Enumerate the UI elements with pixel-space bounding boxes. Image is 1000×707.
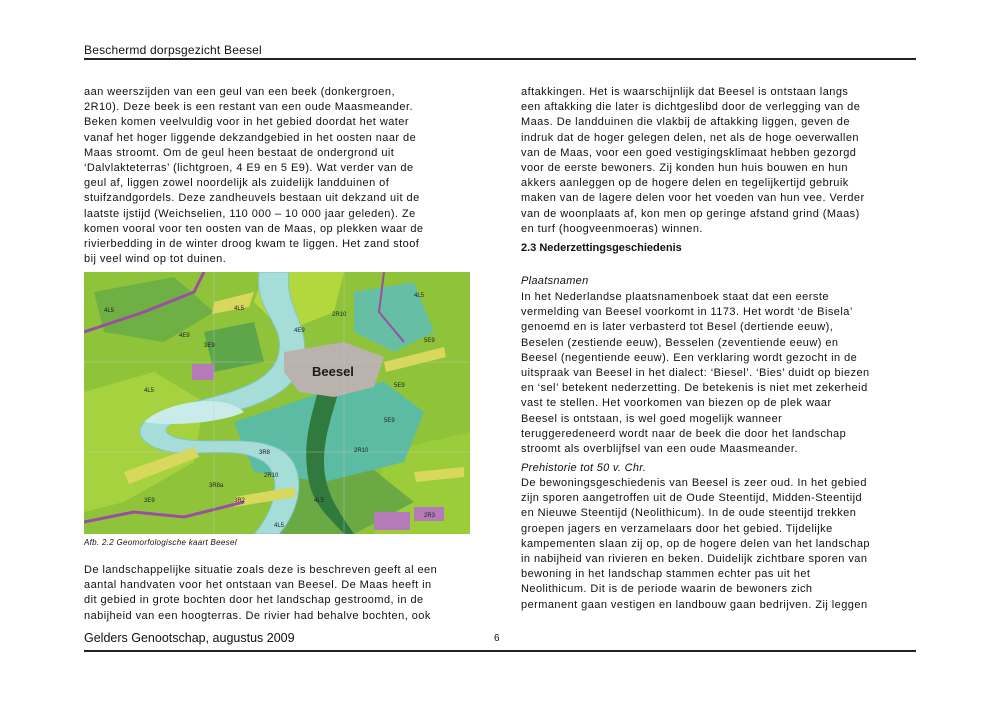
- svg-text:4E9: 4E9: [179, 333, 190, 339]
- subheading-plaatsnamen: Plaatsnamen: [521, 275, 589, 287]
- svg-text:3R8a: 3R8a: [209, 483, 224, 489]
- page-header: Beschermd dorpsgezicht Beesel: [84, 43, 262, 57]
- svg-text:3E9: 3E9: [144, 498, 155, 504]
- subheading-prehistorie: Prehistorie tot 50 v. Chr.: [521, 462, 647, 474]
- section-heading: 2.3 Nederzettingsgeschiedenis: [521, 242, 682, 254]
- svg-text:5E9: 5E9: [424, 338, 435, 344]
- svg-text:4L5: 4L5: [274, 523, 285, 529]
- svg-text:5E9: 5E9: [394, 383, 405, 389]
- map-town-label: Beesel: [312, 364, 354, 379]
- right-paragraph-1: aftakkingen. Het is waarschijnlijk dat Beesel is ontstaan langs een aftakking die later is dichtgeslibd door de verlegging van de Maas. De landduinen die vlakbij de aftakking liggen, geven de indruk dat de hoger gelegen delen, net als de hoge oeverwallen van de Maas, voor een goed vestigingsklimaat hebben gezorgd voor de eerste bewoners. Zij konden hun huis bouwen en hun akkers aanleggen op de hogere delen en tegelijkertijd gebruik maken van de lagere delen voor het voeden van hun vee. Verder van de woonplaats af, kon men op geringe afstand grind (Maas) en turf (hoogveenmoeras) winnen.: [521, 86, 865, 235]
- geomorphological-map: [84, 272, 470, 534]
- page-number: 6: [494, 633, 500, 644]
- header-rule: [84, 58, 916, 60]
- svg-text:4E9: 4E9: [294, 328, 305, 334]
- right-paragraph-2: In het Nederlandse plaatsnamenboek staat dat een eerste vermelding van Beesel voorkomt in 1173. Het wordt ‘de Bisela’ genoemd en is later verbasterd tot Besel (dertiende eeuw), Beselen (zestiende eeuw), Besselen (zeventiende eeuw) en Beesel (negentiende eeuw). Een verklaring wordt gezocht in de uitspraak van Beesel in het dialect: ‘Biesel’. ‘Bies’ duidt op biezen en ‘sel’ betekent nederzetting. De betekenis is niet met zekerheid vast te stellen. Het voorkomen van biezen op de plek waar Beesel is ontstaan, is wel goed mogelijk wanneer teruggeredeneerd wordt naar de beek die door het landschap stroomt als overblijfsel van een oude Maasmeander.: [521, 291, 870, 456]
- svg-text:3R2: 3R2: [234, 498, 246, 504]
- svg-text:2R10: 2R10: [264, 473, 279, 479]
- map-image: [84, 272, 470, 534]
- svg-text:5E9: 5E9: [384, 418, 395, 424]
- svg-text:3E9: 3E9: [204, 343, 215, 349]
- svg-text:4L5: 4L5: [234, 306, 245, 312]
- svg-text:2R3: 2R3: [424, 513, 436, 519]
- left-paragraph-1: aan weerszijden van een geul van een beek (donkergroen, 2R10). Deze beek is een restant van een oude Maasmeander. Beken komen veelvuldig voor in het gebied doordat het water vanaf het hoger liggende dekzandgebied in het oosten naar de Maas stroomt. Om de geul heen bestaat de ondergrond uit ‘Dalvlakteterras’ (lichtgroen, 4 E9 en 5 E9). Wat verder van de geul af, liggen zowel noordelijk als zuidelijk landduinen of stuifzandgordels. Deze zandheuvels bestaan uit dekzand uit de laatste ijstijd (Weichselien, 110 000 – 10 000 jaar geleden). Ze komen vooral voor ten oosten van de Maas, op plekken waar de rivierbedding in de winter droog kwam te liggen. Het zand stoof bij veel wind op tot duinen.: [84, 86, 424, 266]
- figure-caption: Afb. 2.2 Geomorfologische kaart Beesel: [84, 538, 237, 547]
- svg-text:4L5: 4L5: [144, 388, 155, 394]
- right-paragraph-3: De bewoningsgeschiedenis van Beesel is zeer oud. In het gebied zijn sporen aangetroffen uit de Oude Steentijd, Midden-Steentijd en Nieuwe Steentijd (Neolithicum). In de oude steentijd trekken groepen jagers en verzamelaars door het gebied. Tijdelijke kampementen slaan zij op, op de hogere delen van het landschap in nabijheid van rivieren en beken. Duidelijk zichtbare sporen van bewoning in het landschap stammen echter pas uit het Neolithicum. Dit is de periode waarin de bewoners zich permanent gaan vestigen en landbouw gaan bedrijven. Zij leggen: [521, 477, 870, 611]
- svg-text:2R10: 2R10: [354, 448, 369, 454]
- svg-text:2R10: 2R10: [332, 312, 347, 318]
- svg-text:3R8: 3R8: [259, 450, 271, 456]
- footer-publisher: Gelders Genootschap, augustus 2009: [84, 631, 295, 645]
- svg-text:4L5: 4L5: [104, 308, 115, 314]
- svg-text:4L5: 4L5: [414, 293, 425, 299]
- footer-rule: [84, 650, 916, 652]
- left-paragraph-2: De landschappelijke situatie zoals deze is beschreven geeft al een aantal handvaten voor het ontstaan van Beesel. De Maas heeft in dit gebied in grote bochten door het landschap gestroomd, in de nabijheid van een hoogterras. De rivier had behalve bochten, ook: [84, 564, 438, 622]
- svg-text:4L5: 4L5: [314, 498, 325, 504]
